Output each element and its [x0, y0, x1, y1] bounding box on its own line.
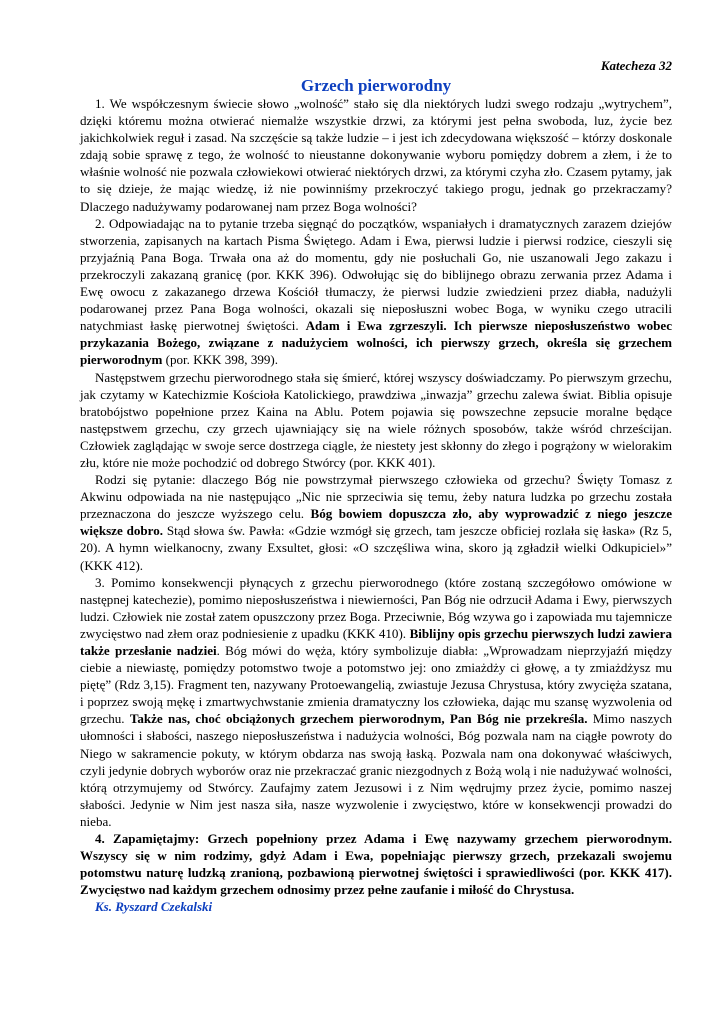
paragraph-5	[80, 574, 672, 830]
paragraph-2	[80, 215, 672, 369]
paragraph-3	[80, 369, 672, 472]
paragraph-1	[80, 95, 672, 215]
paragraph-text: Stąd słowa św. Pawła: «Gdzie wzmógł się grzech, tam jeszcze obficiej rozlała się łaska» (Rz 5, 20). A hymn wielkanocny, zwany Exsultet, głosi: «O szczęśliwa wina, skoro ją zgładził wielki Odkupiciel»” (KKK 412).	[80, 523, 673, 573]
emphasis-text: Także nas, choć obciążonych grzechem pierworodnym, Pan Bóg nie przekreśla.	[129, 711, 588, 727]
paragraph-text: (por. KKK 398, 399).	[162, 352, 278, 368]
author-signature: Ks. Ryszard Czekalski	[95, 899, 213, 915]
paragraph-text: Następstwem grzechu pierworodnego stała się śmierć, której wszyscy doświadczamy. Po pierwszym grzechu, jak czytamy w Katechizmie Kościoła Katolickiego, prawdziwa „inwazja” grzechu zalewa świat. Biblia opisuje bratobójstwo popełnione przez Kaina na Ablu. Potem pojawia się powszechne zepsucie moralne będące następstwem grzechu, czy grzech ujawniający się na wiele różnych sposobów, także wśród chrześcijan. Człowiek zaglądając w swoje serce dostrzega ciągle, że niestety jest skłonny do złego i pogrążony w wielorakim złu, które nie może pochodzić od dobrego Stwórcy (por. KKK 401).	[80, 369, 672, 470]
paragraph-text: 3. Pomimo konsekwencji płynących z grzechu pierworodnego (które zostaną szczegółowo omówione w następnej katechezie), pomimo nieposłuszeństwa i niewierności, Pan Bóg nie odrzucił Adama i Ewy, pierwszych ludzi. Człowiek nie został zatem opuszczony przez Boga. Przeciwnie, Bóg wzywa go i zapowiada mu tajemnicze zwycięstwo nad złem oraz podniesienie z upadku (KKK 410).	[80, 574, 672, 641]
paragraph-text: 1. We współczesnym świecie słowo „wolność” stało się dla niektórych ludzi swego rodzaju „wytrychem”, dzięki któremu można otwierać niemalże wszystkie drzwi, za którymi jest pełna swoboda, luz, życie bez jakichkolwiek reguł i zasad. Na szczęście są także ludzie – i jest ich zdecydowana większość – którzy doskonale zdają sobie sprawę z tego, że wolność to nieustanne dokonywanie wyboru pomiędzy dobrem a złem, i że to właśnie wolność nie pozwala człowiekowi otwierać niektórych drzwi, za którymi czyha zło. Czasem pytamy, jak to się dzieje, że mając wiedzę, iż nie powinniśmy przekroczyć takiego progu, jednak go przekraczamy? Dlaczego nadużywamy podarowanej nam przez Boga wolności?	[80, 96, 672, 214]
paragraph-4	[80, 471, 672, 574]
paragraph-summary	[80, 830, 672, 898]
emphasis-text: Biblijny opis grzechu pierwszych ludzi zawiera także przesłanie nadziei	[80, 625, 672, 658]
paragraph-text: . Bóg mówi do węża, który symbolizuje diabła: „Wprowadzam nieprzyjaźń między ciebie a niewiastę, pomiędzy potomstwo twoje a potomstwo jej: ono zmiażdży ci głowę, a ty zmiażdżysz mu piętę” (Rdz 3,15). Fragment ten, nazywany Protoewangelią, zwiastuje Jezusa Chrystusa, który zwycięża szatana, i poprzez swoją mękę i zmartwychwstanie zmienia dramatyczny los człowieka, dając mu szansę wyzwolenia od grzechu.	[80, 643, 673, 727]
emphasis-text: Bóg bowiem dopuszcza zło, aby wyprowadzić z niego jeszcze większe dobro.	[80, 506, 673, 539]
paragraph-text: 2. Odpowiadając na to pytanie trzeba sięgnąć do początków, wspaniałych i dramatycznych zarazem dziejów stworzenia, zapisanych na kartach Pisma Świętego. Adam i Ewa, pierwsi ludzie i pierwsi rodzice, cieszyli się przyjaźnią Pana Boga. Trwała ona aż do momentu, gdy nie posłuchali Go, nie uszanowali Jego zakazu i przekroczyli zakazaną granicę (por. KKK 396). Odwołując się do biblijnego obrazu zerwania przez Adama i Ewę owocu z zakazanego drzewa Kościół tłumaczy, że pierwsi ludzie zwiedzieni przez diabła, nadużyli podarowanej przez Pana Boga wolności, okazali się nieposłuszni wobec Boga, w wyniku czego utracili natychmiast łaskę pierwotnej świętości.	[80, 215, 672, 334]
document-body	[80, 95, 672, 898]
summary-text: 4. Zapamiętajmy: Grzech popełniony przez Adama i Ewę nazywamy grzechem pierworodnym. Wszyscy się w nim rodzimy, gdyż Adam i Ewa, popełniając pierwszy grzech, przekazali swojemu potomstwu naturę ludzką zranioną, pozbawioną pierwotnej świętości i sprawiedliwości (por. KKK 417). Zwycięstwo nad każdym grzechem odnosimy przez pełne zaufanie i miłość do Chrystusa.	[80, 831, 672, 898]
page-title: Grzech pierworodny	[300, 76, 452, 95]
paragraph-text: Rodzi się pytanie: dlaczego Bóg nie powstrzymał pierwszego człowieka od grzechu? Święty Tomasz z Akwinu odpowiada na nie następująco „Nic nie sprzeciwia się temu, żeby natura ludzka po grzechu została przeznaczona do jeszcze wyższego celu.	[80, 472, 672, 522]
catechesis-number: Katecheza 32	[600, 58, 672, 73]
emphasis-text: Adam i Ewa zgrzeszyli. Ich pierwsze nieposłuszeństwo wobec przykazania Bożego, związane z nadużyciem wolności, ich pierwszy grzech, określa się grzechem pierworodnym	[80, 318, 672, 368]
paragraph-text: Mimo naszych ułomności i słabości, naszego nieposłuszeństwa i nadużycia wolności, Bóg pozwala nam na ciągłe powroty do Niego w sakramencie pokuty, w którym obdarza nas swoją łaską. Pozwala nam ona dokonywać właściwych, czyli jedynie dobrych wyborów oraz nie przekraczać granic niezgodnych z Bożą wolą i nie nadużywać wolności, którą otrzymujemy od Stwórcy. Zaufajmy zatem Jezusowi i z Nim wędrujmy przez życie, pomimo naszej słabości. Jedynie w Nim jest nasza siła, nasze wyzwolenie i zwycięstwo, które w konsekwencji prowadzi do nieba.	[80, 711, 673, 829]
